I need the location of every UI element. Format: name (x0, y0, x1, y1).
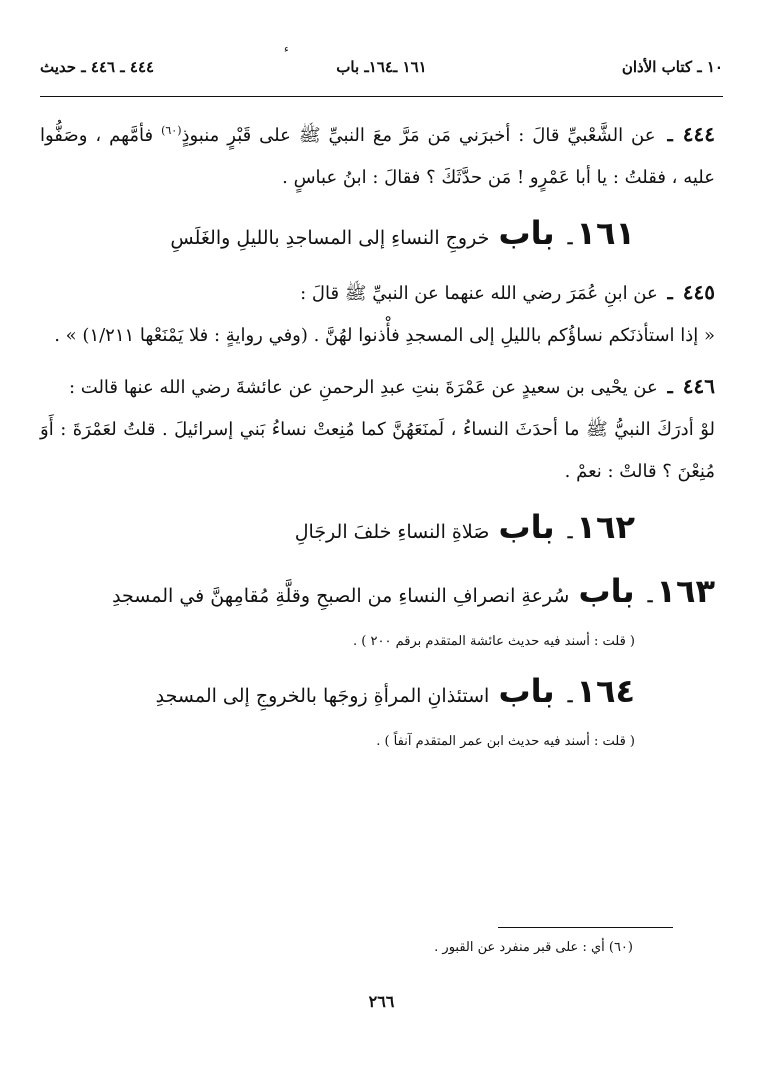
footnote-ref: (٦٠) (161, 124, 182, 137)
hadith-445-text: « إذا استأذنَكم نساؤُكم بالليلِ إلى المسجدِ فأْذنوا لهُنَّ . (وفي روايةٍ : فلا يَمْنَعْها ١/٢١١) » . (54, 325, 715, 346)
chapter-161: ١٦١ـ باب خروجِ النساءِ إلى المساجدِ بالليلِ والغَلَسِ (170, 214, 635, 252)
print-mark: ء (284, 44, 289, 55)
header-divider (40, 96, 723, 97)
header-chapter: ١٠ ـ كتاب الأذان (621, 58, 723, 76)
editor-note-1: ( قلت : أسند فيه حديث عائشة المتقدم برقم ٢٠٠ ) . (353, 634, 635, 649)
chapter-title: استئذانِ المرأةِ زوجَها بالخروجِ إلى المسجدِ (155, 685, 490, 707)
running-header (40, 58, 723, 88)
header-chapters-range: ١٦١ ـ١٦٤ـ باب (336, 58, 427, 76)
hadith-445: ٤٤٥ـ عن ابنِ عُمَرَ رضي الله عنهما عن النبيِّ ﷺ قالَ : (300, 280, 715, 304)
chapter-162: ١٦٢ـ باب صَلاةِ النساءِ خلفَ الرجَالِ (294, 508, 635, 546)
hadith-444: ٤٤٤ـ عن الشَّعْبيِّ قالَ : أخبرَني مَن مَرَّ معَ النبيِّ ﷺ على قَبْرٍ منبوذٍ$^{(٦٠)}$ فأمَّهم ، وصَفُّوا عليه ، فقلتُ : يا أبا عَمْرٍو ! مَن حدَّثَكَ ؟ فقالَ : ابنُ عباسٍ . (40, 122, 715, 188)
hadith-intro: عن ابنِ عُمَرَ رضي الله عنهما عن النبيِّ ﷺ قالَ : (300, 283, 658, 304)
chapter-number: ١٦١ (576, 214, 635, 252)
editor-note-2: ( قلت : أسند فيه حديث ابن عمر المتقدم آنفاً ) . (376, 734, 635, 749)
page-number: ٢٦٦ (368, 992, 395, 1011)
chapter-word: باب (498, 214, 555, 252)
hadith-intro: عن يحْيى بن سعيدٍ عن عَمْرَةَ بنتِ عبدِ الرحمنِ عن عائشةَ رضي الله عنها قالت : (68, 377, 658, 398)
chapter-number: ١٦٣ (656, 572, 715, 610)
chapter-163: ١٦٣ـ باب سُرعةِ انصرافِ النساءِ من الصبحِ وقلَّةِ مُقامِهنَّ في المسجدِ (112, 572, 715, 610)
hadith-text-cont: فأمَّهم ، وصَفُّوا عليه ، فقلتُ : يا أبا عَمْرٍو ! مَن حدَّثَكَ ؟ فقالَ : ابنُ عباسٍ . (40, 125, 715, 188)
hadith-number: ٤٤٦ (682, 374, 715, 398)
hadith-446: ٤٤٦ـ عن يحْيى بن سعيدٍ عن عَمْرَةَ بنتِ عبدِ الرحمنِ عن عائشةَ رضي الله عنها قالت : (68, 374, 715, 398)
hadith-text: عن الشَّعْبيِّ قالَ : أخبرَني مَن مَرَّ معَ النبيِّ ﷺ على قَبْرٍ منبوذٍ (181, 125, 656, 146)
chapter-word: باب (498, 672, 555, 710)
footnote: (٦٠) أي : على قبر منفرد عن القبور . (434, 940, 633, 955)
hadith-446-text: لوْ أدرَكَ النبيُّ ﷺ ما أحدَثَ النساءُ ، لَمنَعَهُنَّ كما مُنِعتْ نساءُ بَني إسرائيلَ . قلتُ لعَمْرَةَ : أَوَ مُنِعْنَ ؟ قالتْ : نعمْ . (40, 419, 715, 482)
header-hadith-range: ٤٤٤ ـ ٤٤٦ ـ حديث (40, 58, 155, 76)
chapter-number: ١٦٢ (576, 508, 635, 546)
hadith-number: ٤٤٥ (682, 280, 715, 304)
chapter-number: ١٦٤ (576, 672, 635, 710)
page-body (40, 110, 715, 765)
chapter-title: سُرعةِ انصرافِ النساءِ من الصبحِ وقلَّةِ مُقامِهنَّ في المسجدِ (112, 585, 570, 607)
hadith-number: ٤٤٤ (682, 122, 715, 146)
chapter-title: صَلاةِ النساءِ خلفَ الرجَالِ (294, 521, 490, 543)
footnote-divider (498, 927, 673, 928)
chapter-164: ١٦٤ـ باب استئذانِ المرأةِ زوجَها بالخروجِ إلى المسجدِ (155, 672, 635, 710)
chapter-word: باب (498, 508, 555, 546)
chapter-title: خروجِ النساءِ إلى المساجدِ بالليلِ والغَلَسِ (170, 227, 490, 249)
chapter-word: باب (578, 572, 635, 610)
